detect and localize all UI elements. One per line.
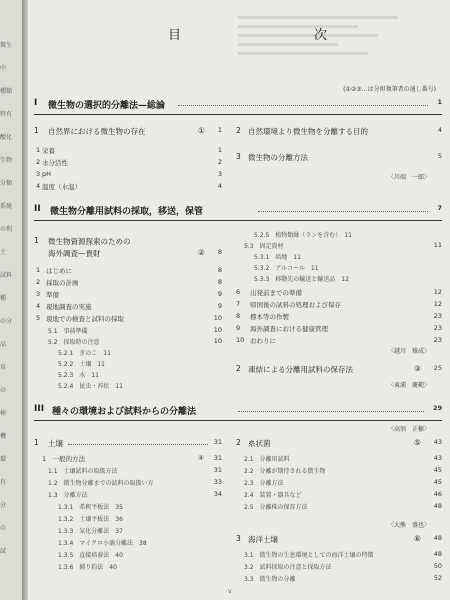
ch3r-subitem: 2.5 分離株の保存方法 — [244, 504, 308, 511]
ch2-item-num: 1 — [36, 266, 41, 274]
ch3-subitem: 1.3.4 マイクロ小滴分離法 38 — [58, 540, 147, 547]
ch2-subitem-page: 10 — [213, 337, 222, 345]
ch3-sec2-title: 糸状菌 — [248, 439, 271, 448]
ch3-intro-mark: ④ — [198, 454, 204, 462]
ch1-sec3-title: 微生物の分離方法 — [248, 153, 308, 162]
ch3-subitem: 1.3.6 捕り釣法 40 — [58, 564, 117, 571]
left-page-text-fragment: 機 — [0, 433, 7, 440]
ch2r-item-num: 10 — [236, 336, 245, 344]
left-page-text-fragment: の分 — [0, 318, 13, 325]
ch2-item: はじめに — [46, 267, 72, 275]
left-page-text-fragment: 試料 — [0, 272, 13, 279]
ch2-sec1-mark: ② — [198, 248, 205, 257]
ch2-subitem-page: 10 — [213, 326, 222, 334]
ch2-author-2: 〈東浦 慶範〉 — [388, 382, 431, 389]
leader-dots — [178, 105, 428, 106]
ch3r-subitem: 2.4 装置・器具など — [244, 492, 302, 499]
ch2-item: 採取の計画 — [46, 279, 79, 287]
ch2-subitem: 5.1 事前準備 — [48, 328, 88, 335]
left-page-text-fragment: 系統 — [0, 203, 13, 210]
ch3-author: 〈大熊 盛也〉 — [388, 522, 431, 529]
page-title: 目 次 — [168, 28, 388, 43]
ch3-sec3-page: 48 — [433, 534, 442, 542]
ch2r-item: 帰国後の試料の処理および保存 — [250, 301, 341, 309]
ch1-item-page: 3 — [217, 170, 222, 178]
left-page-text-fragment: 酸化 — [0, 134, 13, 141]
ch3r-subitem-page: 45 — [433, 466, 442, 474]
ch1-sec2-page: 4 — [437, 126, 442, 134]
ch1-author: 〈川端 一郎〉 — [388, 174, 431, 181]
ch2-item-page: 8 — [217, 266, 222, 274]
ch1-item-num: 3 — [36, 170, 41, 178]
ch3-subitem: 1.3.2 土壌平板法 36 — [58, 516, 123, 523]
ch2-sec2-mark: ③ — [414, 364, 421, 373]
ch1-item-num: 4 — [36, 182, 41, 190]
leader-dots — [68, 444, 208, 445]
ch3r-subitem-page: 43 — [433, 454, 442, 462]
ch2-item: 現地調査の実施 — [46, 303, 92, 311]
ch2-sec1-num: 1 — [34, 236, 39, 245]
ch3r-subitem-page: 45 — [433, 478, 442, 486]
ch2-item-num: 4 — [36, 302, 41, 310]
ch2r-item-page: 23 — [433, 312, 442, 320]
ch2-item: 現地での検査と試料の採取 — [46, 315, 124, 323]
ch2r-item: 標本等の作製 — [250, 313, 289, 321]
ch3r-subitem-page: 48 — [433, 502, 442, 510]
ch3-sec3-mark: ⑥ — [414, 534, 421, 543]
ch2-item-num: 2 — [36, 278, 41, 286]
left-page-text-fragment: の利 — [0, 226, 13, 233]
ch3r-subitem: 2.1 分離用試料 — [244, 456, 290, 463]
ch2-item-page: 9 — [217, 302, 222, 310]
ch2-item-page: 10 — [213, 314, 222, 322]
ch3-subitem-page: 33 — [213, 478, 222, 486]
ch2r-item-page: 23 — [433, 336, 442, 344]
ch3-intro: 1 一般的方法 — [42, 455, 86, 463]
ch3r-subitem: 2.3 分離方法 — [244, 480, 284, 487]
ch2-sec2-num: 2 — [236, 364, 241, 373]
ch3-sec2-mark: ⑤ — [414, 438, 421, 447]
left-page-text-fragment: 中 — [0, 65, 7, 72]
ch2-item-num: 3 — [36, 290, 41, 298]
ch3r-subitem: 3.1 微生物の生息環境としての海洋土壌の特徴 — [244, 552, 374, 559]
ch3-sec1-num: 1 — [34, 438, 39, 447]
ch2r-item: 海外調査における健康管理 — [250, 325, 328, 333]
ch1-item-num: 1 — [36, 146, 41, 154]
ch2r-item-num: 6 — [236, 288, 241, 296]
ch1-item: 水分活性 — [42, 159, 68, 167]
ch1-sec1-title: 自然界における微生物の存在 — [48, 127, 146, 136]
left-page-text-fragment: 種 — [0, 295, 7, 302]
ch3-subitem-page: 34 — [213, 490, 222, 498]
ch1-item-page: 4 — [217, 182, 222, 190]
ch3-subitem: 1.2 微生物分離までの試料の取扱い方 — [48, 480, 154, 487]
left-page-text-fragment: 品 — [0, 341, 7, 348]
ch2r-item-num: 8 — [236, 312, 241, 320]
ch2-item: 準備 — [46, 291, 59, 299]
ch2r-subitem: 5.3.3 移動先の輸送と輸送品 12 — [254, 276, 349, 283]
ch2r-item-num: 7 — [236, 300, 241, 308]
ch1-item-num: 2 — [36, 158, 41, 166]
ch1-item: 栄養 — [42, 147, 55, 155]
author-number-note: (①②③…は分担執筆者の通し番号) — [343, 86, 436, 93]
ch2-subitem: 5.2.1 きのこ 11 — [58, 350, 111, 357]
ch2-item-page: 9 — [217, 290, 222, 298]
ch2-sec1-page: 8 — [217, 248, 222, 256]
ch3-subitem: 1.3 分離方法 — [48, 492, 88, 499]
ch1-item: pH — [42, 170, 52, 178]
chapter-1-title: 微生物の選択的分離法—総論 — [48, 101, 166, 111]
ch2r-subitem: 5.3 固定資材 — [244, 243, 284, 250]
ch3-sec3-num: 3 — [236, 534, 241, 543]
ch2r-item-page: 12 — [433, 300, 442, 308]
ch3-author-0: 〈高須 正樹〉 — [388, 426, 431, 433]
ch2-item-page: 8 — [217, 278, 222, 286]
ch3r-subitem: 2.2 分離が期待される微生物 — [244, 468, 326, 475]
chapter-rule — [34, 420, 442, 421]
ch3-subitem-page: 31 — [213, 466, 222, 474]
chapter-rule — [34, 220, 442, 221]
left-page-text-fragment: の — [0, 387, 7, 394]
leader-dots — [258, 211, 428, 212]
left-page-text-fragment: 試 — [0, 548, 7, 555]
ch1-item: 温度（水温） — [42, 183, 81, 191]
left-page-text-fragment: 育 — [0, 364, 7, 371]
left-page-text-fragment: の — [0, 525, 7, 532]
toc-page — [28, 0, 450, 600]
ch1-sec2-title: 自然環境より微生物を分離する目的 — [248, 127, 368, 136]
ch2-subitem: 5.2.4 昆虫・苔状 11 — [58, 383, 123, 390]
left-page-text-fragment: 特有 — [0, 111, 13, 118]
ch3-sec1-page: 31 — [213, 438, 222, 446]
left-page-text-fragment: 有 — [0, 479, 7, 486]
ch1-sec2-num: 2 — [236, 126, 241, 135]
ch2r-subitem: 5.2.5 植物類縁（ランを含む） 11 — [254, 232, 352, 239]
ch2-item-num: 5 — [36, 314, 41, 322]
chapter-1-num: I — [34, 98, 38, 108]
ch1-sec1-num: 1 — [34, 126, 39, 135]
ch3-intro-page: 31 — [213, 454, 222, 462]
ch2r-item-num: 9 — [236, 324, 241, 332]
ch1-item-page: 1 — [217, 146, 222, 154]
left-page-text-fragment: 種類 — [0, 88, 13, 95]
ch3r-subitem: 3.2 試料採取の注意と採取方法 — [244, 564, 332, 571]
chapter-3-num: III — [34, 404, 45, 414]
ch2r-subitem-page: 11 — [433, 241, 442, 249]
ch3r-subitem: 3.3 微生物の分離 — [244, 576, 296, 583]
ch3r-subitem-page: 48 — [433, 550, 442, 558]
left-page-text-fragment: 生物 — [0, 157, 13, 164]
chapter-1-page: 1 — [437, 98, 442, 106]
chapter-rule — [34, 114, 442, 115]
ch2-subitem: 5.2 採取時の注意 — [48, 339, 100, 346]
ch3r-subitem-page: 52 — [433, 574, 442, 582]
ch3-subitem: 1.1 土壌試料の取扱方法 — [48, 468, 118, 475]
ch2r-subitem: 5.3.1 培地 11 — [254, 254, 301, 261]
ch2r-item-page: 12 — [433, 288, 442, 296]
ch3r-subitem-page: 50 — [433, 562, 442, 570]
chapter-2-title: 微生物分離用試料の採取，移送，保管 — [50, 207, 204, 217]
chapter-3-title: 種々の環境および試料からの分離法 — [52, 407, 197, 417]
leader-dots — [238, 411, 424, 412]
ch2r-subitem: 5.3.2 アルコール 11 — [254, 265, 319, 272]
ch2-sec2-page: 25 — [433, 364, 442, 372]
ch2r-item: 出発前までの準備 — [250, 289, 302, 297]
chapter-2-num: II — [34, 204, 41, 214]
ch3r-subitem-page: 46 — [433, 490, 442, 498]
ch1-sec3-page: 5 — [437, 152, 442, 160]
ch2r-item: おわりに — [250, 337, 276, 345]
ch2-sec2-title: 凍結による分離用試料の保存法 — [248, 365, 353, 374]
left-page-text-fragment: 微生 — [0, 42, 13, 49]
ch3-subitem: 1.3.5 直接培養法 40 — [58, 552, 123, 559]
ch2-sec1-title-line1: 微生物資源探索のための — [48, 237, 131, 246]
ch1-sec3-num: 3 — [236, 152, 241, 161]
page-number: v — [228, 588, 232, 595]
left-page-text-fragment: 分類 — [0, 180, 13, 187]
ch1-item-page: 2 — [217, 158, 222, 166]
chapter-2-page: 7 — [437, 204, 442, 212]
left-page-text-fragment: 土 — [0, 249, 7, 256]
ch3-subitem: 1.3.1 希釈平板法 35 — [58, 504, 123, 511]
left-facing-page — [0, 0, 22, 600]
left-page-text-fragment: 検 — [0, 410, 7, 417]
ch2-subitem: 5.2.3 水 11 — [58, 372, 99, 379]
ch3-sec2-page: 43 — [433, 438, 442, 446]
ch1-sec1-mark: ① — [198, 126, 205, 135]
ch3-subitem: 1.3.3 気化分離法 37 — [58, 528, 123, 535]
ch2-author-1: 〈越川 雅成〉 — [388, 348, 431, 355]
ch3-sec2-num: 2 — [236, 438, 241, 447]
chapter-3-page: 29 — [432, 404, 442, 412]
ch3-sec3-title: 海洋土壌 — [248, 535, 278, 544]
left-page-text-fragment: 環 — [0, 456, 7, 463]
ch2-sec1-title-line2: 海外調査—貴財 — [48, 249, 101, 258]
ch2r-item-page: 23 — [433, 324, 442, 332]
left-page-text-fragment: 分 — [0, 502, 7, 509]
ch2-subitem: 5.2.2 土壌 11 — [58, 361, 105, 368]
ch3-sec1-title: 土壌 — [48, 439, 63, 448]
ch1-sec1-page: 1 — [217, 126, 222, 134]
